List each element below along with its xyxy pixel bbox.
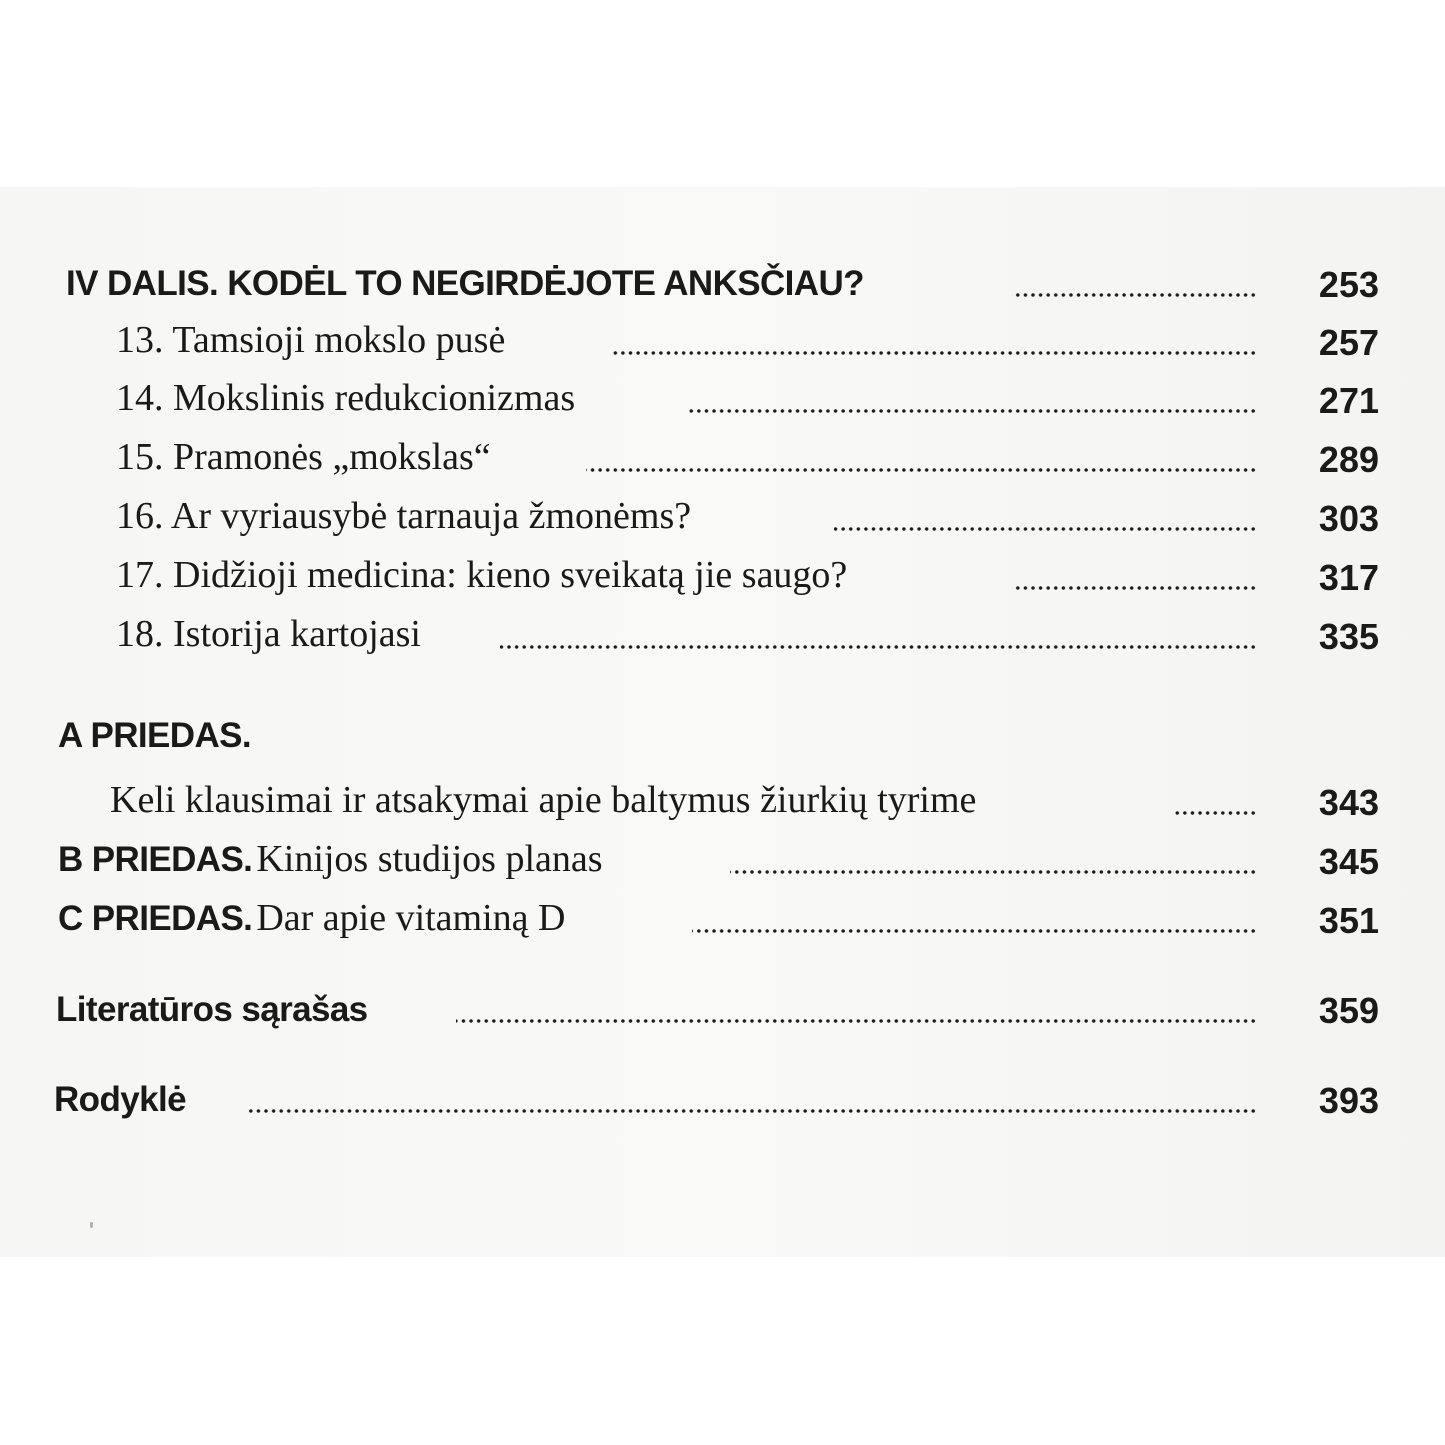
bibliography-title: Literatūros sąrašas [56,990,368,1029]
page-number: 345 [1318,841,1379,882]
page-number: 359 [1318,990,1379,1031]
page-number: 343 [1318,782,1379,823]
appendix-a-heading: A PRIEDAS. [58,716,252,755]
toc-row-appendix-a[interactable] [0,776,1445,828]
page-number: 393 [1318,1080,1379,1121]
toc-row-part4[interactable] [0,258,1445,310]
page-number: 289 [1318,439,1379,480]
toc-row-chapter-18[interactable] [0,610,1445,662]
index-title: Rodyklė [54,1080,186,1119]
dot-leader [1012,585,1257,591]
appendix-c-entry [58,896,565,940]
part-title: IV DALIS. KODĖL TO NEGIRDĖJOTE ANKSČIAU? [66,264,864,303]
chapter-title: 15. Pramonės „mokslas“ [116,436,491,478]
dot-leader [834,526,1257,532]
toc-row-chapter-17[interactable] [0,551,1445,603]
toc-row-appendix-c[interactable] [0,894,1445,946]
appendix-a-title: Keli klausimai ir atsakymai apie baltymus žiurkių tyrime [110,779,977,821]
toc-row-index[interactable] [0,1074,1445,1126]
chapter-title: 16. Ar vyriausybė tarnauja žmonėms? [116,495,692,537]
toc-row-appendix-b[interactable] [0,835,1445,887]
dot-leader [500,644,1257,650]
dot-leader [1012,292,1257,298]
page-number: 351 [1318,900,1379,941]
page-number: 257 [1318,322,1379,363]
page-number: 271 [1318,380,1379,421]
page-number: 335 [1318,616,1379,657]
toc-row-chapter-14[interactable] [0,374,1445,426]
appendix-b-entry [58,837,603,881]
toc-row-bibliography[interactable] [0,984,1445,1036]
appendix-label: C PRIEDAS. [58,899,253,938]
dot-leader [248,1108,1257,1114]
chapter-title: 18. Istorija kartojasi [116,613,421,655]
chapter-title: 17. Didžioji medicina: kieno sveikatą jie saugo? [116,554,848,596]
appendix-title: Kinijos studijos planas [256,838,603,880]
dot-leader [692,928,1257,934]
page-mark [90,1222,93,1228]
page-number: 317 [1318,557,1379,598]
appendix-label: B PRIEDAS. [58,840,253,879]
dot-leader [586,467,1257,473]
dot-leader [730,869,1257,875]
chapter-title: 14. Mokslinis redukcionizmas [116,377,576,419]
chapter-title: 13. Tamsioji mokslo pusė [116,319,506,361]
dot-leader [610,350,1257,356]
dot-leader [456,1018,1257,1024]
appendix-title: Dar apie vitaminą D [256,897,566,939]
toc-row-chapter-16[interactable] [0,492,1445,544]
dot-leader [686,408,1257,414]
toc-row-chapter-13[interactable] [0,316,1445,368]
dot-leader [1172,810,1257,816]
page-number: 253 [1318,264,1379,305]
page-number: 303 [1318,498,1379,539]
toc-row-chapter-15[interactable] [0,433,1445,485]
